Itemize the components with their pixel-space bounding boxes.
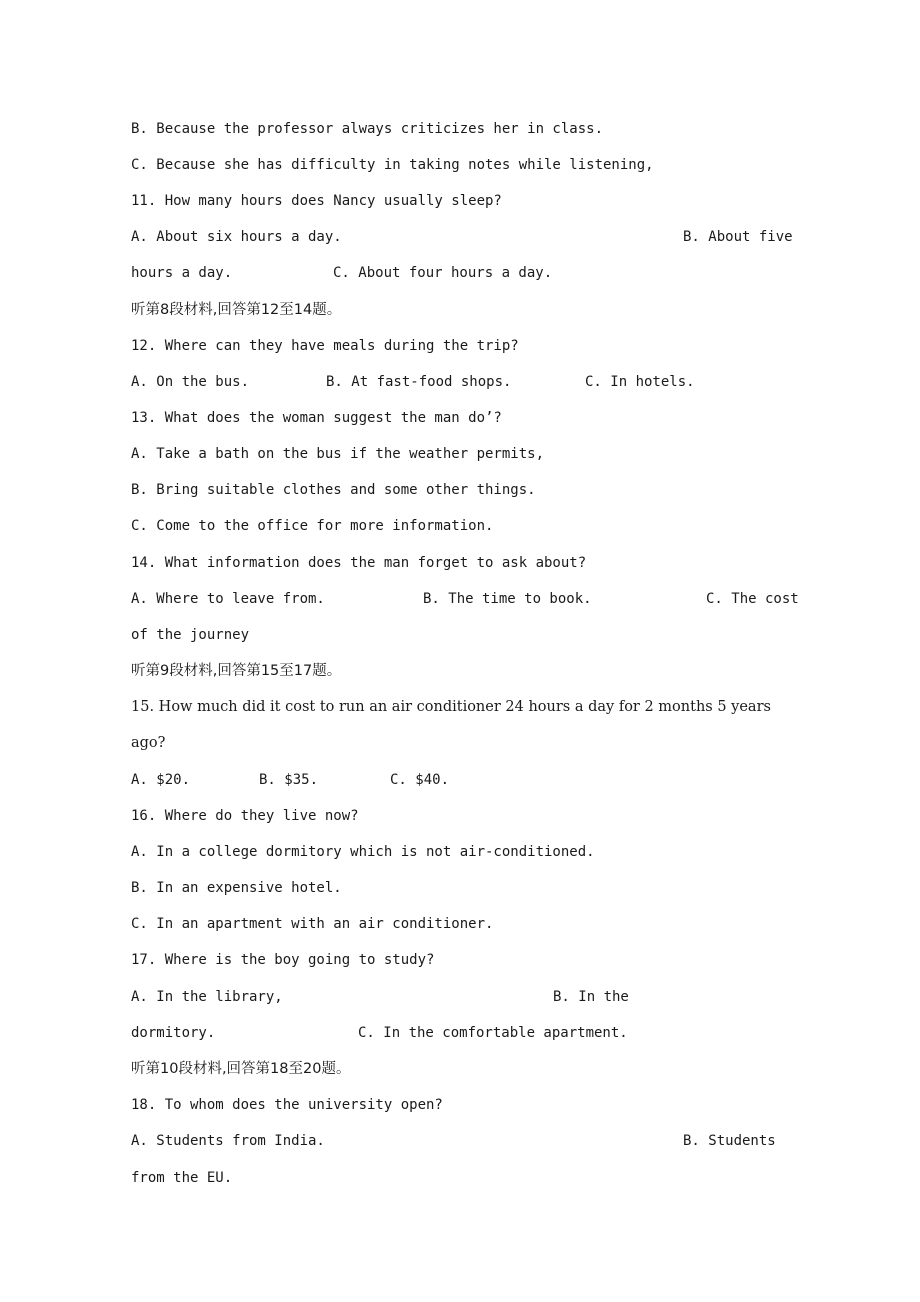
q17-option-c: C. In the comfortable apartment. bbox=[358, 1025, 628, 1041]
q17-option-b-start: B. In the bbox=[553, 989, 629, 1005]
q12-option-c: C. In hotels. bbox=[585, 374, 695, 390]
q10-option-b: B. Because the professor always criticizes her in class. bbox=[131, 121, 604, 137]
q14-option-c-start: C. The cost bbox=[706, 591, 799, 607]
q15-option-c: C. $40. bbox=[390, 772, 450, 788]
q15-question: 15. How much did it cost to run an air conditioner 24 hours a day for 2 months 5 years bbox=[131, 699, 771, 715]
q12-option-a: A. On the bus. bbox=[131, 374, 250, 390]
section-heading-10: 听第10段材料,回答第18至20题。 bbox=[131, 1061, 351, 1077]
section-heading-9: 听第9段材料,回答第15至17题。 bbox=[131, 663, 342, 679]
q13-question: 13. What does the woman suggest the man do’? bbox=[131, 410, 502, 426]
q17-question: 17. Where is the boy going to study? bbox=[131, 952, 435, 968]
q18-question: 18. To whom does the university open? bbox=[131, 1097, 443, 1113]
section-heading-8: 听第8段材料,回答第12至14题。 bbox=[131, 302, 342, 318]
q14-option-c-end: of the journey bbox=[131, 627, 250, 643]
q15-option-a: A. $20. bbox=[131, 772, 191, 788]
q16-option-c: C. In an apartment with an air conditioner. bbox=[131, 916, 494, 932]
q13-option-b: B. Bring suitable clothes and some other things. bbox=[131, 482, 536, 498]
q12-question: 12. Where can they have meals during the trip? bbox=[131, 338, 519, 354]
q18-option-b-end: from the EU. bbox=[131, 1170, 233, 1186]
q14-question: 14. What information does the man forget to ask about? bbox=[131, 555, 587, 571]
q16-option-b: B. In an expensive hotel. bbox=[131, 880, 342, 896]
q12-option-b: B. At fast-food shops. bbox=[326, 374, 512, 390]
q10-option-c: C. Because she has difficulty in taking notes while listening, bbox=[131, 157, 654, 173]
q17-option-b-end: dormitory. bbox=[131, 1025, 216, 1041]
q18-option-b-start: B. Students bbox=[683, 1133, 776, 1149]
q11-option-b-start: B. About five bbox=[683, 229, 793, 245]
q11-option-c: C. About four hours a day. bbox=[333, 265, 553, 281]
q14-option-b: B. The time to book. bbox=[423, 591, 592, 607]
q11-option-a: A. About six hours a day. bbox=[131, 229, 342, 245]
q16-question: 16. Where do they live now? bbox=[131, 808, 359, 824]
q11-option-b-end: hours a day. bbox=[131, 265, 233, 281]
q15-question-end: ago? bbox=[131, 735, 166, 751]
q13-option-a: A. Take a bath on the bus if the weather permits, bbox=[131, 446, 545, 462]
q17-option-a: A. In the library, bbox=[131, 989, 283, 1005]
q18-option-a: A. Students from India. bbox=[131, 1133, 325, 1149]
q15-option-b: B. $35. bbox=[259, 772, 319, 788]
q14-option-a: A. Where to leave from. bbox=[131, 591, 325, 607]
q16-option-a: A. In a college dormitory which is not air-conditioned. bbox=[131, 844, 595, 860]
q11-question: 11. How many hours does Nancy usually sleep? bbox=[131, 193, 502, 209]
q13-option-c: C. Come to the office for more information. bbox=[131, 518, 494, 534]
